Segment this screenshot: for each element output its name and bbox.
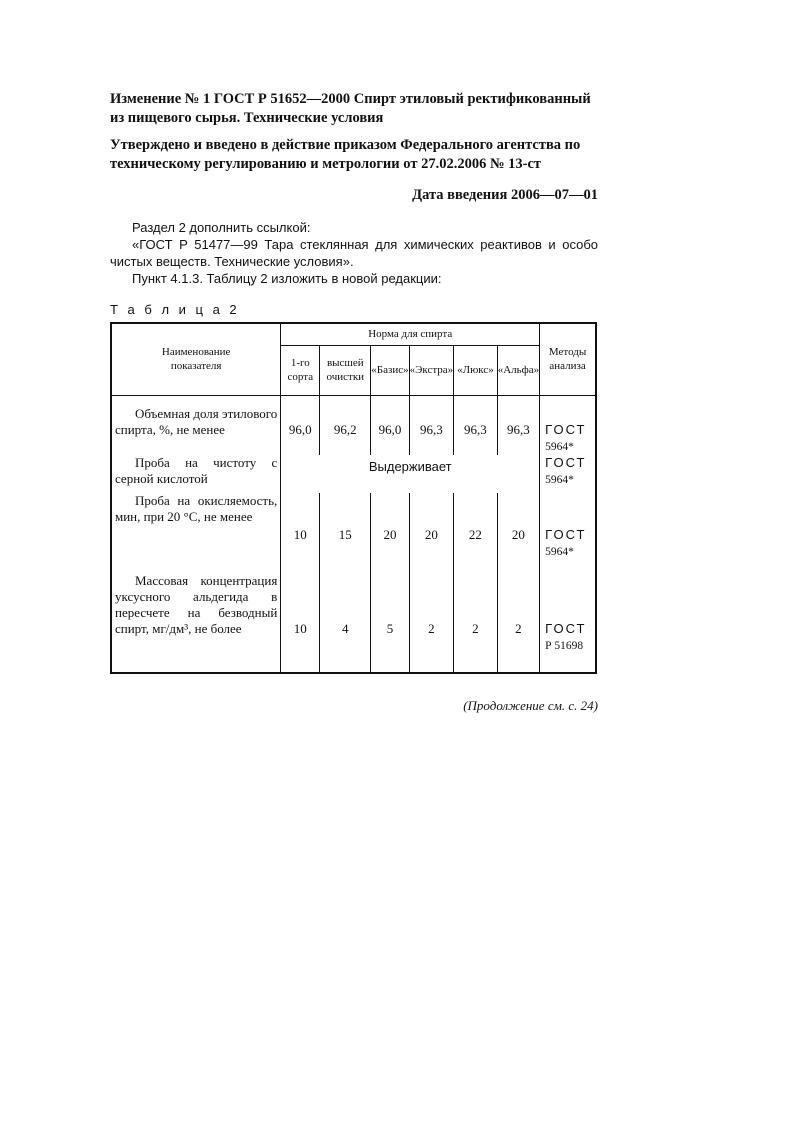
row-name: Массовая концентрация уксусного альдегида в пересчете на безводный спирт, мг/дм³, не более (111, 561, 281, 673)
paragraph-2: «ГОСТ Р 51477—99 Тара стеклянная для химических реактивов и особо чистых веществ. Технические условия». (110, 237, 598, 269)
amendment-title: Изменение № 1 ГОСТ Р 51652—2000 Спирт этиловый ректификованный из пищевого сырья. Технические условия (110, 91, 591, 126)
table-row (111, 493, 596, 561)
value-cell: 5 (371, 561, 409, 673)
row-name: Проба на чистоту с серной кислотой (111, 455, 281, 493)
value-cell: 10 (281, 493, 320, 561)
table-caption: Т а б л и ц а 2 (110, 302, 240, 317)
value-cell: 20 (371, 493, 409, 561)
header-grade: «Альфа» (497, 345, 539, 395)
approval-statement: Утверждено и введено в действие приказом Федерального агентства по техническому регулированию и метрологии от 27.02.2006 № 13-ст (110, 137, 581, 172)
header-grade: «Люкс» (454, 345, 498, 395)
header-grade: «Экстра» (409, 345, 454, 395)
table-row (111, 455, 596, 493)
method-cell: ГОСТ 5964* (540, 455, 596, 493)
amendment-text (110, 219, 598, 287)
value-cell: 2 (409, 561, 454, 673)
value-cell: 22 (454, 493, 498, 561)
header-method: Методы анализа (540, 323, 596, 395)
merged-value-cell: Выдерживает (281, 455, 540, 493)
paragraph-1: Раздел 2 дополнить ссылкой: (132, 220, 311, 235)
value-cell: 15 (320, 493, 371, 561)
row-name: Объемная доля этилового спирта, %, не менее (111, 395, 281, 455)
value-cell: 96,2 (320, 395, 371, 455)
value-cell: 10 (281, 561, 320, 673)
method-cell: ГОСТ 5964* (540, 395, 596, 455)
paragraph-3: Пункт 4.1.3. Таблицу 2 изложить в новой редакции: (132, 271, 442, 286)
continuation-note: (Продолжение см. с. 24) (463, 697, 598, 713)
document-page (110, 90, 598, 714)
value-cell: 96,3 (409, 395, 454, 455)
value-cell: 2 (497, 561, 539, 673)
header-grade: «Базис» (371, 345, 409, 395)
effective-date: Дата введения 2006—07—01 (412, 187, 598, 203)
header-norm: Норма для спирта (281, 323, 540, 345)
value-cell: 96,3 (497, 395, 539, 455)
row-name: Проба на окисляемость, мин, при 20 °С, не менее (111, 493, 281, 561)
value-cell: 4 (320, 561, 371, 673)
value-cell: 20 (497, 493, 539, 561)
value-cell: 96,0 (281, 395, 320, 455)
method-cell: ГОСТ 5964* (540, 493, 596, 561)
header-name: Наименование показателя (111, 323, 281, 395)
value-cell: 96,0 (371, 395, 409, 455)
value-cell: 2 (454, 561, 498, 673)
header-grade: высшей очистки (320, 345, 371, 395)
table-row (111, 395, 596, 455)
method-cell: ГОСТ Р 51698 (540, 561, 596, 673)
header-grade: 1-го сорта (281, 345, 320, 395)
spirit-norms-table (110, 322, 597, 674)
table-row (111, 561, 596, 673)
value-cell: 20 (409, 493, 454, 561)
value-cell: 96,3 (454, 395, 498, 455)
